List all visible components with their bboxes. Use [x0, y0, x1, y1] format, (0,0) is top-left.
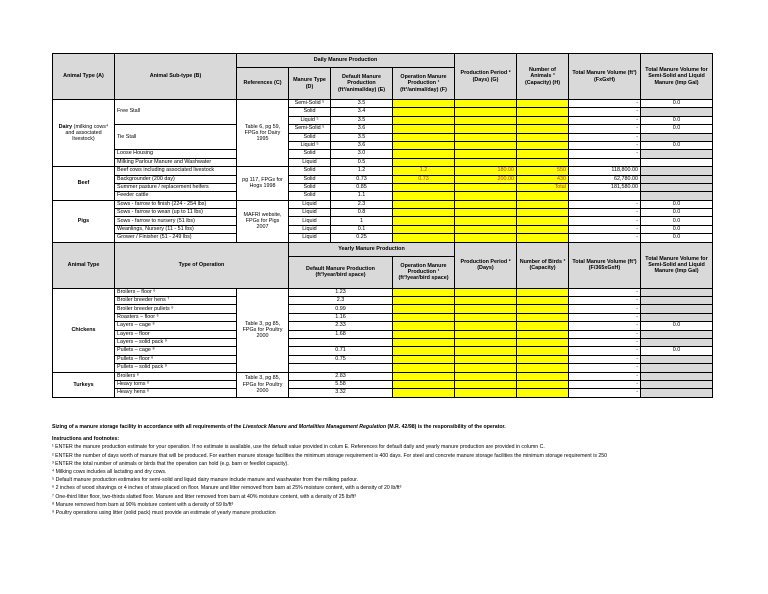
operation-production-input[interactable]	[393, 192, 455, 200]
total-gal	[641, 192, 713, 200]
footnote-6: ⁶ 2 inches of wood shavings or 4 inches of straw placed on floor. Manure and litter removed from barn at 25% moisture content, with a density of 20 lb/ft³	[52, 485, 402, 492]
operation-type: Pullets – solid pack ⁹	[115, 364, 237, 372]
total-gal: 0.0	[641, 225, 713, 233]
production-period-input[interactable]	[455, 234, 517, 242]
operation-production-input[interactable]	[393, 347, 455, 355]
col-operation-production: Operation Manure Production ¹ (ft³/animal/day) (F)	[393, 68, 455, 100]
default-production: 5.58	[289, 380, 393, 388]
number-birds-input[interactable]	[517, 380, 569, 388]
production-period-input[interactable]	[455, 116, 517, 124]
yearly-col-animal-type: Animal Type	[53, 242, 115, 288]
total-volume: -	[569, 116, 641, 124]
total-volume: -	[569, 305, 641, 313]
manure-type: Solid	[289, 183, 331, 191]
production-period-input[interactable]	[455, 158, 517, 166]
number-birds-input[interactable]	[517, 338, 569, 346]
total-gal: 0.0	[641, 322, 713, 330]
operation-production-input[interactable]	[393, 389, 455, 397]
total-volume: -	[569, 200, 641, 208]
col-default-production: Default Manure Production (ft³/animal/day) (E)	[331, 68, 393, 100]
footnote-4: ⁴ Milking cows includes all lactating and dry cows.	[52, 469, 167, 476]
manure-type: Liquid	[289, 234, 331, 242]
yearly-row	[53, 288, 713, 296]
default-production: 3.4	[331, 108, 393, 116]
total-volume: -	[569, 100, 641, 108]
chickens-reference: Table 3, pg 85, FPGs for Poultry 2000	[237, 288, 289, 372]
total-volume: -	[569, 372, 641, 380]
default-production: 0.5	[331, 158, 393, 166]
col-total-volume: Total Manure Volume (ft³) (FxGxH)	[569, 54, 641, 100]
operation-production-input[interactable]	[393, 141, 455, 149]
operation-type: Heavy toms ⁶	[115, 380, 237, 388]
yearly-col-default: Default Manure Production (ft³/year/bird space)	[289, 256, 393, 288]
col-animal-subtype: Animal Sub-type (B)	[115, 54, 237, 100]
operation-production-input[interactable]	[393, 200, 455, 208]
yearly-col-operation-type: Type of Operation	[115, 242, 289, 288]
animal-subtype: Sows - farrow to wean (up to 11 lbs)	[115, 209, 237, 217]
manure-type: Semi-Solid ⁵	[289, 100, 331, 108]
total-gal	[641, 389, 713, 397]
beef-reference: pg 117, FPGs for Hogs 1998	[237, 167, 289, 201]
number-birds-input[interactable]	[517, 297, 569, 305]
daily-row	[53, 100, 713, 108]
manure-type: Solid	[289, 150, 331, 158]
production-period-input[interactable]	[455, 380, 517, 388]
total-volume: -	[569, 225, 641, 233]
number-birds-input[interactable]	[517, 389, 569, 397]
yearly-row	[53, 389, 713, 397]
animal-subtype: Loose Housing	[115, 150, 237, 158]
daily-row	[53, 217, 713, 225]
manure-type: Liquid	[289, 217, 331, 225]
total-volume: -	[569, 330, 641, 338]
pigs-animal-type	[53, 200, 115, 242]
animal-subtype: Sows - farrow to nursery (51 lbs)	[115, 217, 237, 225]
operation-production-input[interactable]	[393, 234, 455, 242]
dairy-reference: Table 6, pg 59, FPGs for Dairy 1995	[237, 100, 289, 167]
operation-production-input[interactable]	[393, 116, 455, 124]
total-volume: -	[569, 297, 641, 305]
animal-subtype: Beef cows including associated livestock	[115, 167, 237, 175]
total-gal	[641, 372, 713, 380]
number-animals-input[interactable]	[517, 158, 569, 166]
daily-row	[53, 183, 713, 191]
dairy-label: Dairy	[58, 123, 73, 130]
number-birds-input[interactable]	[517, 330, 569, 338]
dairy-sublabel: (milking cows⁴ and associated livestock)	[65, 123, 109, 143]
manure-type: Solid	[289, 167, 331, 175]
yearly-col-operation: Operation Manure Production ¹ (ft³/year/bird space)	[393, 256, 455, 288]
production-period-input[interactable]	[455, 125, 517, 133]
production-period-input[interactable]	[455, 133, 517, 141]
default-production: 0.75	[289, 355, 393, 363]
total-volume: -	[569, 389, 641, 397]
total-gal	[641, 338, 713, 346]
yearly-row	[53, 330, 713, 338]
total-volume: -	[569, 141, 641, 149]
footnote-1: ¹ ENTER the manure production estimate for your operation. If no estimate is available, use the default value provided in colum E. References for default daily and yearly manure production are provided in column C.	[52, 444, 545, 451]
operation-production-input[interactable]	[393, 330, 455, 338]
animal-subtype: Sows - farrow to finish (224 - 254 lbs)	[115, 200, 237, 208]
total-gal: 0.0	[641, 125, 713, 133]
production-period-input[interactable]: 200.00	[455, 175, 517, 183]
daily-row	[53, 158, 713, 166]
default-production: 0.71	[289, 347, 393, 355]
total-volume: -	[569, 338, 641, 346]
total-volume: 62,780.00	[569, 175, 641, 183]
yearly-col-birds: Number of Birds ³ (Capacity)	[517, 242, 569, 288]
yearly-row	[53, 355, 713, 363]
operation-type: Pullets – cage ⁸	[115, 347, 237, 355]
production-period-input[interactable]: 180.00	[455, 167, 517, 175]
operation-type: Roasters – floor ⁶	[115, 313, 237, 321]
operation-production-input[interactable]	[393, 125, 455, 133]
operation-type: Broilers ⁶	[115, 372, 237, 380]
turkeys-animal-type: Turkeys	[53, 372, 115, 397]
default-production: 2.3	[289, 297, 393, 305]
total-volume: -	[569, 313, 641, 321]
total-gal: 0.0	[641, 209, 713, 217]
operation-production-input[interactable]	[393, 305, 455, 313]
production-period-input[interactable]	[455, 108, 517, 116]
beef-animal-type	[53, 167, 115, 201]
daily-row	[53, 200, 713, 208]
total-volume: -	[569, 234, 641, 242]
default-production: 3.32	[289, 389, 393, 397]
default-production	[289, 364, 393, 372]
production-period-input[interactable]	[455, 217, 517, 225]
number-animals-input[interactable]	[517, 133, 569, 141]
default-production: 3.6	[331, 125, 393, 133]
production-period-input[interactable]	[455, 305, 517, 313]
operation-production-input[interactable]	[393, 372, 455, 380]
default-production: 3.5	[331, 100, 393, 108]
animal-subtype: Tie Stall	[115, 125, 237, 150]
default-production: 0.25	[331, 234, 393, 242]
production-period-input[interactable]	[455, 150, 517, 158]
number-animals-input[interactable]	[517, 125, 569, 133]
dairy-animal-type	[53, 100, 115, 167]
operation-type: Layers – floor	[115, 330, 237, 338]
production-period-input[interactable]	[455, 330, 517, 338]
default-production	[289, 338, 393, 346]
total-gal	[641, 108, 713, 116]
number-birds-input[interactable]	[517, 288, 569, 296]
col-animal-type: Animal Type (A)	[53, 54, 115, 100]
operation-type: Broilers – floor ⁶	[115, 288, 237, 296]
production-period-input[interactable]	[455, 192, 517, 200]
operation-production-input[interactable]	[393, 158, 455, 166]
default-production: 3.5	[331, 116, 393, 124]
operation-production-input[interactable]	[393, 322, 455, 330]
operation-production-input[interactable]: 1.2	[393, 167, 455, 175]
footnote-9: ⁹ Poultry operations using litter (solid pack) must provide an estimate of yearly manure production	[52, 510, 276, 517]
total-gal: 0.0	[641, 217, 713, 225]
operation-production-input[interactable]: 0.73	[393, 175, 455, 183]
animal-subtype: Summer pasture / replacement heifers	[115, 183, 237, 191]
total-volume: -	[569, 217, 641, 225]
footnote-3: ³ ENTER the total number of animals or birds that the operation can hold (e.g. barn or feedlot capacity).	[52, 460, 289, 467]
footnote-2: ² ENTER the number of days worth of manure that will be produced. For earthen manure storage facilities the minimum storage requirement is 400 days. For steel and concrete manure storage facilities the minimum storage requirement is 250	[52, 452, 608, 459]
footnote-7: ⁷ One-third litter floor, two-thirds slatted floor. Manure and litter removed from barn at 40% moisture content, with a density of 25 lb/ft³	[52, 493, 357, 500]
yearly-row	[53, 297, 713, 305]
col-number-animals: Number of Animals ³ (Capacity) (H)	[517, 54, 569, 100]
number-animals-input[interactable]	[517, 150, 569, 158]
manure-type: Liquid	[289, 225, 331, 233]
number-birds-input[interactable]	[517, 364, 569, 372]
daily-row	[53, 167, 713, 175]
production-period-input[interactable]	[455, 389, 517, 397]
production-period-input[interactable]	[455, 200, 517, 208]
total-gal	[641, 330, 713, 338]
number-birds-input[interactable]	[517, 305, 569, 313]
total-gal: 0.0	[641, 116, 713, 124]
operation-production-input[interactable]	[393, 133, 455, 141]
daily-row	[53, 234, 713, 242]
operation-type: Heavy hens ⁶	[115, 389, 237, 397]
production-period-input[interactable]	[455, 288, 517, 296]
total-gal	[641, 305, 713, 313]
number-animals-input[interactable]	[517, 225, 569, 233]
default-production: 0.85	[331, 183, 393, 191]
total-gal	[641, 167, 713, 175]
operation-type: Layers – cage ⁸	[115, 322, 237, 330]
total-gal: 0.0	[641, 141, 713, 149]
animal-subtype: Feeder cattle	[115, 192, 237, 200]
operation-production-input[interactable]	[393, 297, 455, 305]
daily-title: Daily Manure Production	[237, 54, 455, 68]
default-production: 3.5	[331, 133, 393, 141]
number-animals-input[interactable]: 430	[517, 175, 569, 183]
operation-production-input[interactable]	[393, 225, 455, 233]
yearly-row	[53, 322, 713, 330]
footnote-8: ⁸ Manure removed from barn at 90% moisture content with a density of 59 lb/ft³	[52, 501, 234, 508]
yearly-row	[53, 313, 713, 321]
total-gal: 0.0	[641, 347, 713, 355]
operation-production-input[interactable]	[393, 150, 455, 158]
number-animals-input[interactable]	[517, 141, 569, 149]
production-period-input[interactable]	[455, 141, 517, 149]
number-animals-input[interactable]	[517, 209, 569, 217]
production-period-input[interactable]	[455, 364, 517, 372]
yearly-col-total-gal: Total Manure Volume for Semi-Solid and Liquid Manure (Imp Gal)	[641, 242, 713, 288]
animal-subtype: Weanlings, Nursery (11 - 51 lbs)	[115, 225, 237, 233]
manure-type: Solid	[289, 175, 331, 183]
instructions-heading: Instructions and footnotes:	[52, 436, 120, 443]
production-period-input[interactable]	[455, 372, 517, 380]
total-gal	[641, 133, 713, 141]
number-animals-input[interactable]: Total	[517, 183, 569, 191]
total-volume: -	[569, 133, 641, 141]
default-production: 0.1	[331, 225, 393, 233]
manure-type: Semi-Solid ⁵	[289, 125, 331, 133]
production-period-input[interactable]	[455, 338, 517, 346]
number-birds-input[interactable]	[517, 372, 569, 380]
number-animals-input[interactable]	[517, 200, 569, 208]
default-production: 2.83	[289, 372, 393, 380]
production-period-input[interactable]	[455, 100, 517, 108]
daily-row	[53, 125, 713, 133]
operation-type: Pullets – floor ⁶	[115, 355, 237, 363]
manure-type: Liquid ⁵	[289, 116, 331, 124]
default-production: 1.68	[289, 330, 393, 338]
total-gal	[641, 175, 713, 183]
animal-subtype: Grower / Finisher (51 - 249 lbs)	[115, 234, 237, 242]
default-production: 1	[331, 217, 393, 225]
total-volume	[569, 158, 641, 166]
default-production: 1.1	[331, 192, 393, 200]
default-production: 2.3	[331, 200, 393, 208]
animal-subtype: Milking Parlour Manure and Washwater	[115, 158, 237, 166]
production-period-input[interactable]	[455, 297, 517, 305]
manure-type: Liquid ⁵	[289, 141, 331, 149]
daily-row	[53, 150, 713, 158]
yearly-row	[53, 372, 713, 380]
total-gal: 0.0	[641, 200, 713, 208]
production-period-input[interactable]	[455, 183, 517, 191]
operation-production-input[interactable]	[393, 183, 455, 191]
yearly-row	[53, 380, 713, 388]
total-volume: 181,580.00	[569, 183, 641, 191]
operation-production-input[interactable]	[393, 355, 455, 363]
yearly-row	[53, 338, 713, 346]
production-period-input[interactable]	[455, 322, 517, 330]
total-gal	[641, 158, 713, 166]
operation-production-input[interactable]	[393, 380, 455, 388]
default-production: 0.8	[331, 209, 393, 217]
operation-production-input[interactable]	[393, 313, 455, 321]
production-period-input[interactable]	[455, 209, 517, 217]
production-period-input[interactable]	[455, 225, 517, 233]
total-volume: -	[569, 150, 641, 158]
yearly-row	[53, 364, 713, 372]
number-animals-input[interactable]: 550	[517, 167, 569, 175]
operation-type: Layers – solid pack ⁹	[115, 338, 237, 346]
total-gal	[641, 183, 713, 191]
number-animals-input[interactable]	[517, 100, 569, 108]
total-volume: 118,800.00	[569, 167, 641, 175]
yearly-row	[53, 347, 713, 355]
col-manure-type: Manure Type (D)	[289, 68, 331, 100]
manure-type: Solid	[289, 133, 331, 141]
manure-type: Liquid	[289, 158, 331, 166]
total-gal	[641, 380, 713, 388]
total-volume: -	[569, 364, 641, 372]
operation-production-input[interactable]	[393, 288, 455, 296]
manure-type: Liquid	[289, 209, 331, 217]
total-gal	[641, 288, 713, 296]
number-animals-input[interactable]	[517, 108, 569, 116]
animal-subtype: Backgrounder (200 day)	[115, 175, 237, 183]
col-total-gal: Total Manure Volume for Semi-Solid and Liquid Manure (Imp Gal)	[641, 54, 713, 100]
total-gal	[641, 313, 713, 321]
number-birds-input[interactable]	[517, 355, 569, 363]
default-production: 2.33	[289, 322, 393, 330]
daily-row	[53, 175, 713, 183]
pigs-reference: MAFRI website, FPGs for Pigs 2007	[237, 200, 289, 242]
operation-type: Broiler breeder hens ⁷	[115, 297, 237, 305]
footnote-5: ⁵ Default manure production estimates for semi-solid and liquid dairy manure include manure and washwater from the milking parlour.	[52, 477, 359, 484]
total-volume: -	[569, 355, 641, 363]
yearly-col-period: Production Period ² (Days)	[455, 242, 517, 288]
total-gal	[641, 150, 713, 158]
daily-row	[53, 225, 713, 233]
total-volume: -	[569, 322, 641, 330]
operation-production-input[interactable]	[393, 209, 455, 217]
animal-subtype: Free Stall	[115, 100, 237, 125]
total-gal: 0.0	[641, 234, 713, 242]
yearly-col-total: Total Manure Volume (ft³) (F/365xGxH)	[569, 242, 641, 288]
notes	[52, 423, 752, 517]
total-gal	[641, 364, 713, 372]
total-volume: -	[569, 125, 641, 133]
total-gal	[641, 355, 713, 363]
number-birds-input[interactable]	[517, 347, 569, 355]
chickens-animal-type: Chickens	[53, 288, 115, 372]
operation-production-input[interactable]	[393, 108, 455, 116]
number-animals-input[interactable]	[517, 116, 569, 124]
operation-production-input[interactable]	[393, 217, 455, 225]
number-birds-input[interactable]	[517, 313, 569, 321]
sizing-statement: Sizing of a manure storage facility in accordance with all requirements of the Livestock Manure and Mortalities Management Regulation (M.R. 42/98) is the responsibility of the operator.	[52, 424, 506, 430]
yearly-title: Yearly Manure Production	[289, 242, 455, 256]
pigs-label: Pigs	[77, 218, 90, 225]
total-volume: -	[569, 347, 641, 355]
operation-production-input[interactable]	[393, 364, 455, 372]
default-production: 1.2	[331, 167, 393, 175]
number-animals-input[interactable]	[517, 217, 569, 225]
daily-row	[53, 209, 713, 217]
total-gal: 0.0	[641, 100, 713, 108]
total-volume: -	[569, 288, 641, 296]
default-production: 1.23	[289, 288, 393, 296]
total-volume: -	[569, 380, 641, 388]
operation-production-input[interactable]	[393, 100, 455, 108]
col-production-period: Production Period ² (Days) (G)	[455, 54, 517, 100]
manure-type: Liquid	[289, 200, 331, 208]
production-period-input[interactable]	[455, 355, 517, 363]
default-production: 3.6	[331, 141, 393, 149]
col-references: References (C)	[237, 68, 289, 100]
total-volume	[569, 192, 641, 200]
manure-type: Solid	[289, 192, 331, 200]
manure-table	[52, 53, 713, 398]
beef-label: Beef	[77, 180, 90, 187]
production-period-input[interactable]	[455, 347, 517, 355]
yearly-row	[53, 305, 713, 313]
number-birds-input[interactable]	[517, 322, 569, 330]
daily-row	[53, 192, 713, 200]
total-gal	[641, 297, 713, 305]
number-animals-input[interactable]	[517, 234, 569, 242]
operation-production-input[interactable]	[393, 338, 455, 346]
manure-type: Solid	[289, 108, 331, 116]
total-volume: -	[569, 209, 641, 217]
turkeys-reference: Table 3, pg 85, FPGs for Poultry 2000	[237, 372, 289, 397]
number-animals-input[interactable]	[517, 192, 569, 200]
default-production: 3.0	[331, 150, 393, 158]
default-production: 0.73	[331, 175, 393, 183]
production-period-input[interactable]	[455, 313, 517, 321]
operation-type: Broiler breeder pullets ⁶	[115, 305, 237, 313]
default-production: 0.99	[289, 305, 393, 313]
default-production: 1.16	[289, 313, 393, 321]
total-volume: -	[569, 108, 641, 116]
